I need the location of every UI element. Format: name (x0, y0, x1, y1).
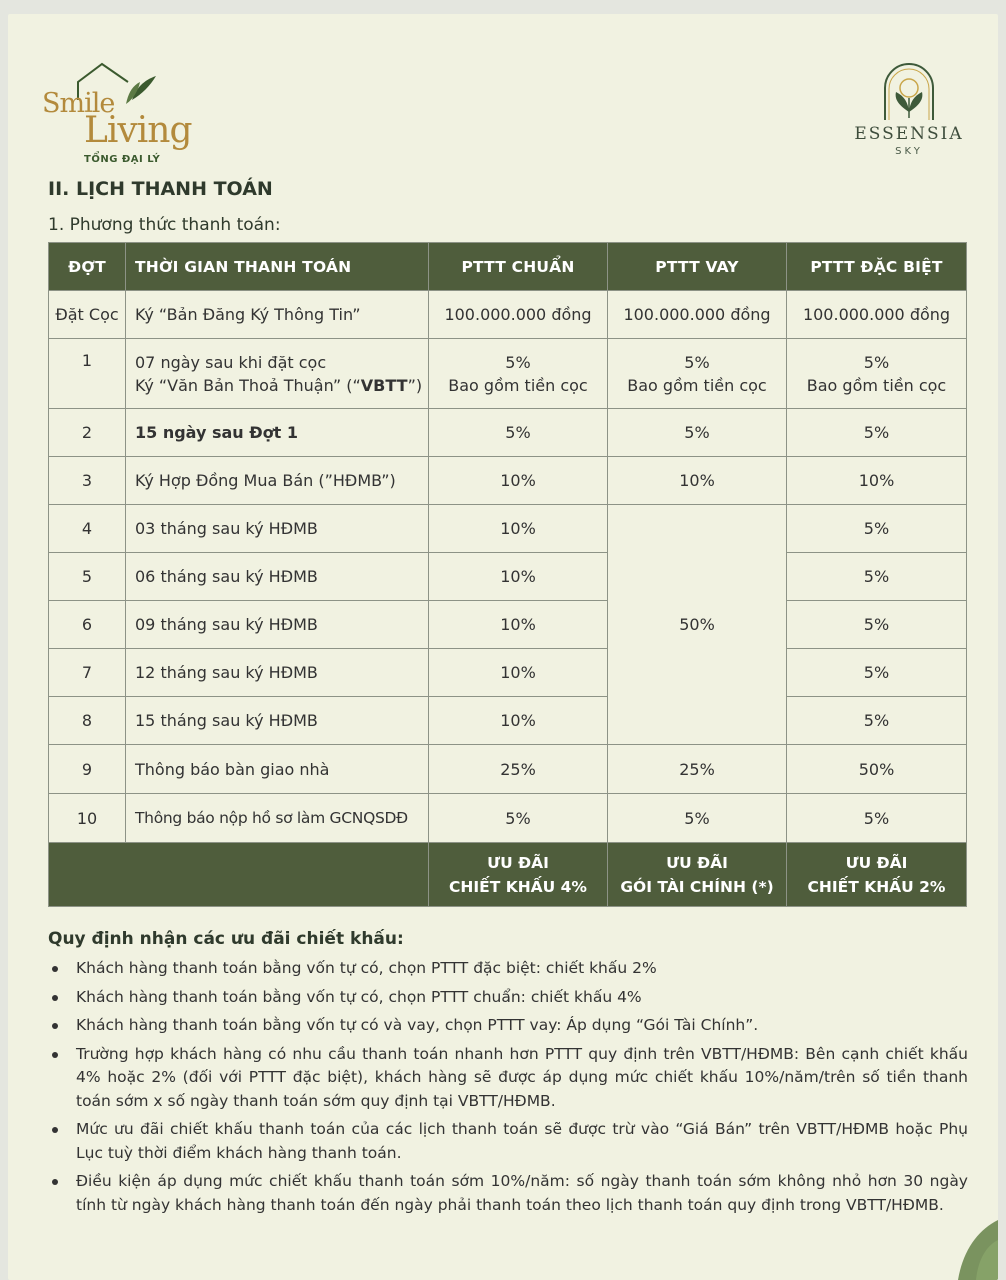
cell-dacbiet: 5% (787, 794, 967, 843)
cell-time: 03 tháng sau ký HĐMB (126, 505, 429, 553)
cell-dot: 1 (49, 339, 126, 409)
cell-time: 06 tháng sau ký HĐMB (126, 553, 429, 601)
footer-chuan-value: CHIẾT KHẤU 4% (449, 877, 587, 896)
cell-dacbiet: 5% (787, 601, 967, 649)
header-chuan: PTTT CHUẨN (429, 243, 608, 291)
list-item: Trường hợp khách hàng có nhu cầu thanh toán nhanh hơn PTTT quy định trên VBTT/HĐMB: Bên cạnh chiết khấu 4% hoặc 2% (đối với PTTT đặc biệt), khách hàng sẽ được áp dụng mức chiết khấu 10%/năm/trên số tiền thanh toán sớm x số ngày thanh toán sớm quy định tại VBTT/HĐMB. (48, 1043, 968, 1114)
cell-vay: 25% (608, 745, 787, 794)
cell-vay-pct: 5% (684, 352, 710, 372)
cell-dacbiet: 5% (787, 697, 967, 745)
cell-time: 09 tháng sau ký HĐMB (126, 601, 429, 649)
cell-dacbiet: 10% (787, 457, 967, 505)
footer-dacbiet-value: CHIẾT KHẤU 2% (807, 877, 946, 896)
footer-vay (608, 843, 787, 907)
cell-chuan: 100.000.000 đồng (429, 291, 608, 339)
cell-dacbiet: 5% (787, 553, 967, 601)
cell-time-line1: 07 ngày sau khi đặt cọc (135, 352, 327, 372)
table-row (49, 457, 967, 505)
cell-chuan: 10% (429, 601, 608, 649)
list-item: Khách hàng thanh toán bằng vốn tự có, chọn PTTT đặc biệt: chiết khấu 2% (48, 957, 968, 981)
document-page (8, 14, 998, 1280)
footer-dacbiet-label: ƯU ĐÃI (845, 853, 908, 872)
cell-dacbiet: 5% (787, 649, 967, 697)
cell-time-line2-c: ”) (407, 375, 423, 395)
cell-dot: 10 (49, 794, 126, 843)
payment-schedule-table (48, 242, 967, 907)
cell-time-line2-b: VBTT (360, 375, 408, 395)
table-row (49, 794, 967, 843)
header-dacbiet: PTTT ĐẶC BIỆT (787, 243, 967, 291)
list-item: Khách hàng thanh toán bằng vốn tự có và vay, chọn PTTT vay: Áp dụng “Gói Tài Chính”. (48, 1014, 968, 1038)
rules-list (48, 957, 968, 1222)
decorative-leaf-icon (908, 1220, 998, 1280)
table-row (49, 697, 967, 745)
table-row (49, 339, 967, 409)
subsection-title: 1. Phương thức thanh toán: (48, 215, 281, 235)
cell-chuan: 25% (429, 745, 608, 794)
cell-time-line2 (135, 374, 428, 397)
footer-empty-cell (49, 843, 429, 907)
cell-chuan: 10% (429, 553, 608, 601)
cell-chuan-pct: 5% (505, 352, 531, 372)
table-row (49, 553, 967, 601)
footer-chuan (429, 843, 608, 907)
table-row (49, 601, 967, 649)
cell-dot: 2 (49, 409, 126, 457)
smile-living-logo (40, 60, 190, 170)
footer-chuan-label: ƯU ĐÃI (487, 853, 549, 872)
header-vay: PTTT VAY (608, 243, 787, 291)
table-row (49, 505, 967, 553)
cell-time: Thông báo nộp hồ sơ làm GCNQSDĐ (126, 794, 429, 843)
header-dot: ĐỢT (49, 243, 126, 291)
cell-chuan-note: Bao gồm tiền cọc (448, 375, 588, 395)
list-item: Điều kiện áp dụng mức chiết khấu thanh toán sớm 10%/năm: số ngày thanh toán sớm không nhỏ hơn 30 ngày tính từ ngày khách hàng thanh toán đến ngày phải thanh toán theo lịch thanh toán quy định trong VBTT/HĐMB. (48, 1170, 968, 1217)
footer-vay-value: GÓI TÀI CHÍNH (*) (620, 877, 774, 896)
header-time: THỜI GIAN THANH TOÁN (126, 243, 429, 291)
cell-dot: 3 (49, 457, 126, 505)
table-row (49, 291, 967, 339)
cell-dacbiet-pct: 5% (863, 352, 890, 372)
table-header-row (49, 243, 967, 291)
cell-vay-merged: 50% (608, 505, 787, 745)
arch-emblem-icon (844, 62, 974, 122)
cell-chuan (429, 339, 608, 409)
cell-dacbiet: 5% (787, 409, 967, 457)
cell-time-line2-a: Ký “Văn Bản Thoả Thuận” (“ (135, 375, 361, 395)
cell-dot: 9 (49, 745, 126, 794)
footer-vay-label: ƯU ĐÃI (666, 853, 728, 872)
cell-dot: 7 (49, 649, 126, 697)
cell-dacbiet: 50% (787, 745, 967, 794)
cell-vay: 5% (608, 794, 787, 843)
cell-vay: 10% (608, 457, 787, 505)
table-row (49, 649, 967, 697)
cell-vay: 5% (608, 409, 787, 457)
cell-chuan: 10% (429, 457, 608, 505)
cell-dacbiet: 100.000.000 đồng (787, 291, 967, 339)
cell-dot: 6 (49, 601, 126, 649)
footer-dacbiet (787, 843, 967, 907)
brand-sub: SKY (895, 146, 923, 157)
table-row (49, 409, 967, 457)
cell-vay-note: Bao gồm tiền cọc (627, 375, 767, 395)
cell-chuan: 10% (429, 505, 608, 553)
table-row (49, 745, 967, 794)
cell-vay: 100.000.000 đồng (608, 291, 787, 339)
logo-subtitle: TỔNG ĐẠI LÝ (84, 154, 161, 165)
essensia-logo (844, 62, 974, 172)
cell-time (126, 339, 429, 409)
cell-chuan: 10% (429, 697, 608, 745)
cell-dacbiet: 5% (787, 505, 967, 553)
cell-dacbiet (787, 339, 967, 409)
brand-name: ESSENSIA (854, 124, 964, 144)
list-item: Mức ưu đãi chiết khấu thanh toán của các lịch thanh toán sẽ được trừ vào “Giá Bán” trên VBTT/HĐMB hoặc Phụ Lục tuỳ thời điểm khách hàng thanh toán. (48, 1118, 968, 1165)
cell-dot: 5 (49, 553, 126, 601)
cell-time: 15 ngày sau Đợt 1 (126, 409, 429, 457)
cell-vay (608, 339, 787, 409)
section-title: II. LỊCH THANH TOÁN (48, 178, 273, 200)
cell-dot: 4 (49, 505, 126, 553)
cell-dot: Đặt Cọc (49, 291, 126, 339)
cell-dacbiet-note: Bao gồm tiền cọc (806, 375, 947, 395)
cell-chuan: 5% (429, 794, 608, 843)
table-footer-row (49, 843, 967, 907)
cell-time: Thông báo bàn giao nhà (126, 745, 429, 794)
logo-smile-text: Smile (42, 88, 115, 119)
cell-time: Ký Hợp Đồng Mua Bán (”HĐMB”) (126, 457, 429, 505)
cell-chuan: 5% (429, 409, 608, 457)
rules-title: Quy định nhận các ưu đãi chiết khấu: (48, 929, 404, 949)
cell-chuan: 10% (429, 649, 608, 697)
list-item: Khách hàng thanh toán bằng vốn tự có, chọn PTTT chuẩn: chiết khấu 4% (48, 986, 968, 1010)
cell-time: 12 tháng sau ký HĐMB (126, 649, 429, 697)
cell-time: Ký “Bản Đăng Ký Thông Tin” (126, 291, 429, 339)
logo-living-text: Living (84, 110, 192, 151)
cell-dot: 8 (49, 697, 126, 745)
cell-time: 15 tháng sau ký HĐMB (126, 697, 429, 745)
